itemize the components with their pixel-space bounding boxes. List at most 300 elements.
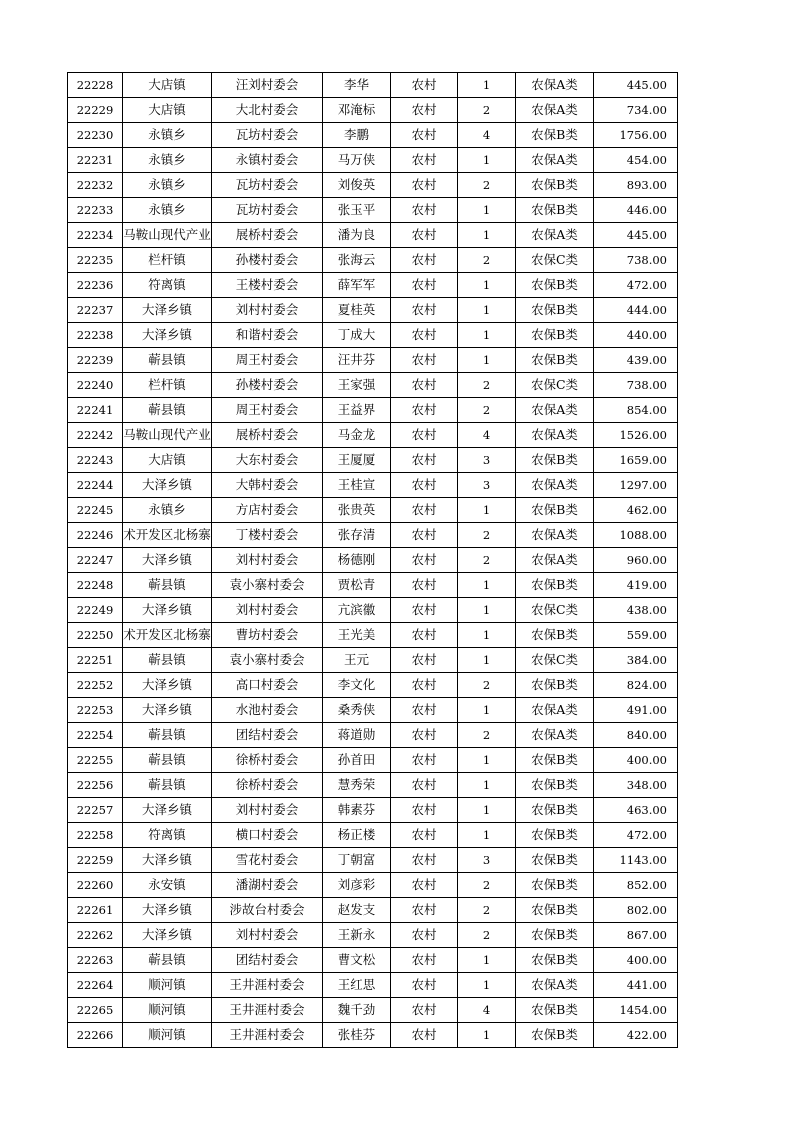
cell-person-name: 李文化: [323, 673, 391, 698]
cell-area-type: 农村: [391, 748, 458, 773]
cell-record-id: 22253: [68, 698, 123, 723]
table-row: [68, 873, 678, 898]
cell-amount: 348.00: [594, 773, 678, 798]
cell-township: 顺河镇: [123, 998, 212, 1023]
table-row: [68, 848, 678, 873]
cell-record-id: 22236: [68, 273, 123, 298]
table-row: [68, 198, 678, 223]
cell-village-committee: 徐桥村委会: [212, 748, 323, 773]
cell-person-name: 王新永: [323, 923, 391, 948]
cell-household-count: 1: [458, 73, 516, 98]
table-row: [68, 548, 678, 573]
table-row: [68, 623, 678, 648]
cell-village-committee: 徐桥村委会: [212, 773, 323, 798]
cell-record-id: 22263: [68, 948, 123, 973]
cell-village-committee: 雪花村委会: [212, 848, 323, 873]
cell-area-type: 农村: [391, 623, 458, 648]
cell-household-count: 1: [458, 498, 516, 523]
cell-village-committee: 团结村委会: [212, 948, 323, 973]
cell-amount: 400.00: [594, 748, 678, 773]
cell-record-id: 22246: [68, 523, 123, 548]
cell-amount: 738.00: [594, 373, 678, 398]
cell-insurance-class: 农保B类: [516, 448, 594, 473]
cell-insurance-class: 农保A类: [516, 148, 594, 173]
cell-record-id: 22247: [68, 548, 123, 573]
cell-township: 永镇乡: [123, 198, 212, 223]
table-row: [68, 698, 678, 723]
cell-area-type: 农村: [391, 923, 458, 948]
cell-person-name: 李华: [323, 73, 391, 98]
cell-record-id: 22231: [68, 148, 123, 173]
cell-amount: 802.00: [594, 898, 678, 923]
cell-village-committee: 王楼村委会: [212, 273, 323, 298]
cell-village-committee: 曹坊村委会: [212, 623, 323, 648]
cell-amount: 893.00: [594, 173, 678, 198]
cell-insurance-class: 农保B类: [516, 673, 594, 698]
cell-person-name: 王红思: [323, 973, 391, 998]
cell-village-committee: 王井涯村委会: [212, 973, 323, 998]
cell-record-id: 22233: [68, 198, 123, 223]
cell-area-type: 农村: [391, 198, 458, 223]
cell-household-count: 1: [458, 798, 516, 823]
cell-person-name: 张存清: [323, 523, 391, 548]
table-row: [68, 148, 678, 173]
cell-township: 大泽乡镇: [123, 473, 212, 498]
cell-area-type: 农村: [391, 73, 458, 98]
cell-area-type: 农村: [391, 348, 458, 373]
cell-township: 符离镇: [123, 273, 212, 298]
cell-record-id: 22239: [68, 348, 123, 373]
cell-household-count: 4: [458, 998, 516, 1023]
table-row: [68, 448, 678, 473]
cell-insurance-class: 农保C类: [516, 648, 594, 673]
cell-amount: 1088.00: [594, 523, 678, 548]
cell-record-id: 22229: [68, 98, 123, 123]
cell-insurance-class: 农保A类: [516, 473, 594, 498]
cell-insurance-class: 农保B类: [516, 1023, 594, 1048]
cell-village-committee: 刘村村委会: [212, 548, 323, 573]
cell-amount: 454.00: [594, 148, 678, 173]
cell-person-name: 亢滨徽: [323, 598, 391, 623]
cell-village-committee: 袁小寨村委会: [212, 648, 323, 673]
cell-township: 大店镇: [123, 98, 212, 123]
cell-household-count: 1: [458, 223, 516, 248]
cell-insurance-class: 农保B类: [516, 348, 594, 373]
cell-amount: 419.00: [594, 573, 678, 598]
cell-township: 大店镇: [123, 448, 212, 473]
cell-township: 大泽乡镇: [123, 298, 212, 323]
cell-amount: 463.00: [594, 798, 678, 823]
table-row: [68, 223, 678, 248]
cell-insurance-class: 农保B类: [516, 898, 594, 923]
cell-insurance-class: 农保B类: [516, 198, 594, 223]
table-row: [68, 1023, 678, 1048]
cell-village-committee: 刘村村委会: [212, 298, 323, 323]
cell-record-id: 22234: [68, 223, 123, 248]
cell-household-count: 3: [458, 848, 516, 873]
cell-household-count: 2: [458, 398, 516, 423]
cell-record-id: 22244: [68, 473, 123, 498]
table-row: [68, 498, 678, 523]
cell-amount: 491.00: [594, 698, 678, 723]
cell-insurance-class: 农保B类: [516, 123, 594, 148]
cell-record-id: 22230: [68, 123, 123, 148]
cell-amount: 446.00: [594, 198, 678, 223]
cell-household-count: 2: [458, 98, 516, 123]
cell-person-name: 魏千劲: [323, 998, 391, 1023]
cell-amount: 440.00: [594, 323, 678, 348]
cell-household-count: 4: [458, 123, 516, 148]
cell-insurance-class: 农保A类: [516, 523, 594, 548]
table-row: [68, 648, 678, 673]
cell-record-id: 22237: [68, 298, 123, 323]
cell-person-name: 马万侠: [323, 148, 391, 173]
cell-record-id: 22260: [68, 873, 123, 898]
cell-insurance-class: 农保B类: [516, 273, 594, 298]
cell-amount: 824.00: [594, 673, 678, 698]
cell-insurance-class: 农保A类: [516, 723, 594, 748]
table-row: [68, 923, 678, 948]
cell-amount: 738.00: [594, 248, 678, 273]
cell-record-id: 22235: [68, 248, 123, 273]
cell-amount: 867.00: [594, 923, 678, 948]
cell-amount: 559.00: [594, 623, 678, 648]
cell-record-id: 22252: [68, 673, 123, 698]
cell-insurance-class: 农保C类: [516, 598, 594, 623]
cell-insurance-class: 农保A类: [516, 398, 594, 423]
cell-person-name: 刘俊英: [323, 173, 391, 198]
cell-village-committee: 潘湖村委会: [212, 873, 323, 898]
cell-township: 大泽乡镇: [123, 598, 212, 623]
table-row: [68, 598, 678, 623]
cell-insurance-class: 农保B类: [516, 323, 594, 348]
cell-record-id: 22250: [68, 623, 123, 648]
cell-area-type: 农村: [391, 598, 458, 623]
cell-record-id: 22245: [68, 498, 123, 523]
cell-household-count: 2: [458, 548, 516, 573]
cell-amount: 462.00: [594, 498, 678, 523]
cell-area-type: 农村: [391, 848, 458, 873]
cell-amount: 445.00: [594, 223, 678, 248]
cell-record-id: 22261: [68, 898, 123, 923]
cell-area-type: 农村: [391, 148, 458, 173]
cell-amount: 441.00: [594, 973, 678, 998]
cell-person-name: 孙首田: [323, 748, 391, 773]
cell-household-count: 2: [458, 373, 516, 398]
cell-person-name: 张桂芬: [323, 1023, 391, 1048]
cell-person-name: 李鹏: [323, 123, 391, 148]
cell-area-type: 农村: [391, 498, 458, 523]
cell-township: 大泽乡镇: [123, 673, 212, 698]
cell-village-committee: 和谐村委会: [212, 323, 323, 348]
cell-amount: 1143.00: [594, 848, 678, 873]
cell-person-name: 夏桂英: [323, 298, 391, 323]
table-row: [68, 273, 678, 298]
cell-person-name: 马金龙: [323, 423, 391, 448]
cell-record-id: 22232: [68, 173, 123, 198]
cell-area-type: 农村: [391, 223, 458, 248]
cell-area-type: 农村: [391, 673, 458, 698]
cell-person-name: 薛军军: [323, 273, 391, 298]
cell-area-type: 农村: [391, 173, 458, 198]
cell-amount: 1756.00: [594, 123, 678, 148]
cell-area-type: 农村: [391, 573, 458, 598]
cell-amount: 852.00: [594, 873, 678, 898]
cell-township: 大泽乡镇: [123, 548, 212, 573]
cell-village-committee: 大韩村委会: [212, 473, 323, 498]
cell-township: 蕲县镇: [123, 648, 212, 673]
table-row: [68, 248, 678, 273]
cell-person-name: 赵发支: [323, 898, 391, 923]
cell-record-id: 22262: [68, 923, 123, 948]
cell-record-id: 22241: [68, 398, 123, 423]
cell-village-committee: 大北村委会: [212, 98, 323, 123]
table-row: [68, 723, 678, 748]
cell-record-id: 22243: [68, 448, 123, 473]
cell-village-committee: 王井涯村委会: [212, 1023, 323, 1048]
table-body: [68, 73, 678, 1048]
cell-insurance-class: 农保A类: [516, 223, 594, 248]
cell-village-committee: 大东村委会: [212, 448, 323, 473]
cell-area-type: 农村: [391, 723, 458, 748]
cell-household-count: 1: [458, 623, 516, 648]
cell-person-name: 张贵英: [323, 498, 391, 523]
cell-insurance-class: 农保B类: [516, 748, 594, 773]
cell-area-type: 农村: [391, 473, 458, 498]
cell-village-committee: 方店村委会: [212, 498, 323, 523]
cell-household-count: 3: [458, 473, 516, 498]
cell-amount: 384.00: [594, 648, 678, 673]
cell-village-committee: 丁楼村委会: [212, 523, 323, 548]
table-row: [68, 673, 678, 698]
cell-township: 永镇乡: [123, 173, 212, 198]
table-row: [68, 798, 678, 823]
table-row: [68, 323, 678, 348]
cell-area-type: 农村: [391, 1023, 458, 1048]
cell-insurance-class: 农保B类: [516, 498, 594, 523]
cell-household-count: 2: [458, 523, 516, 548]
cell-insurance-class: 农保B类: [516, 623, 594, 648]
cell-village-committee: 孙楼村委会: [212, 248, 323, 273]
cell-insurance-class: 农保C类: [516, 248, 594, 273]
cell-township: 永镇乡: [123, 148, 212, 173]
cell-township: 永镇乡: [123, 498, 212, 523]
cell-amount: 1297.00: [594, 473, 678, 498]
cell-village-committee: 周王村委会: [212, 398, 323, 423]
table-row: [68, 998, 678, 1023]
cell-township: 大店镇: [123, 73, 212, 98]
cell-person-name: 杨正楼: [323, 823, 391, 848]
cell-household-count: 2: [458, 723, 516, 748]
cell-village-committee: 瓦坊村委会: [212, 123, 323, 148]
cell-village-committee: 瓦坊村委会: [212, 173, 323, 198]
cell-household-count: 1: [458, 648, 516, 673]
cell-township: 顺河镇: [123, 1023, 212, 1048]
table-row: [68, 98, 678, 123]
cell-insurance-class: 农保B类: [516, 848, 594, 873]
cell-township: 蕲县镇: [123, 723, 212, 748]
cell-township: 术开发区北杨寨: [123, 623, 212, 648]
cell-person-name: 丁朝富: [323, 848, 391, 873]
cell-township: 顺河镇: [123, 973, 212, 998]
cell-household-count: 1: [458, 773, 516, 798]
table-row: [68, 898, 678, 923]
cell-township: 蕲县镇: [123, 348, 212, 373]
table-row: [68, 948, 678, 973]
table-row: [68, 398, 678, 423]
cell-insurance-class: 农保B类: [516, 948, 594, 973]
cell-village-committee: 展桥村委会: [212, 423, 323, 448]
cell-township: 蕲县镇: [123, 748, 212, 773]
cell-area-type: 农村: [391, 323, 458, 348]
cell-insurance-class: 农保A类: [516, 973, 594, 998]
cell-record-id: 22242: [68, 423, 123, 448]
cell-insurance-class: 农保B类: [516, 573, 594, 598]
cell-village-committee: 王井涯村委会: [212, 998, 323, 1023]
cell-insurance-class: 农保B类: [516, 798, 594, 823]
cell-village-committee: 高口村委会: [212, 673, 323, 698]
cell-insurance-class: 农保B类: [516, 998, 594, 1023]
cell-insurance-class: 农保C类: [516, 373, 594, 398]
table-row: [68, 73, 678, 98]
cell-amount: 1659.00: [594, 448, 678, 473]
cell-amount: 734.00: [594, 98, 678, 123]
table-row: [68, 123, 678, 148]
cell-amount: 400.00: [594, 948, 678, 973]
cell-village-committee: 孙楼村委会: [212, 373, 323, 398]
cell-insurance-class: 农保B类: [516, 773, 594, 798]
cell-area-type: 农村: [391, 98, 458, 123]
cell-amount: 472.00: [594, 273, 678, 298]
cell-area-type: 农村: [391, 873, 458, 898]
cell-household-count: 1: [458, 948, 516, 973]
cell-person-name: 张玉平: [323, 198, 391, 223]
cell-person-name: 潘为良: [323, 223, 391, 248]
cell-household-count: 1: [458, 973, 516, 998]
cell-area-type: 农村: [391, 548, 458, 573]
cell-township: 蕲县镇: [123, 573, 212, 598]
cell-amount: 445.00: [594, 73, 678, 98]
cell-amount: 854.00: [594, 398, 678, 423]
cell-insurance-class: 农保A类: [516, 98, 594, 123]
cell-record-id: 22228: [68, 73, 123, 98]
cell-insurance-class: 农保B类: [516, 823, 594, 848]
cell-record-id: 22265: [68, 998, 123, 1023]
cell-household-count: 1: [458, 348, 516, 373]
table-row: [68, 423, 678, 448]
cell-area-type: 农村: [391, 948, 458, 973]
cell-area-type: 农村: [391, 798, 458, 823]
cell-amount: 439.00: [594, 348, 678, 373]
cell-person-name: 慧秀荣: [323, 773, 391, 798]
cell-household-count: 1: [458, 298, 516, 323]
cell-insurance-class: 农保B类: [516, 923, 594, 948]
cell-township: 大泽乡镇: [123, 923, 212, 948]
cell-person-name: 曹文松: [323, 948, 391, 973]
cell-record-id: 22266: [68, 1023, 123, 1048]
cell-record-id: 22258: [68, 823, 123, 848]
cell-person-name: 王元: [323, 648, 391, 673]
cell-amount: 840.00: [594, 723, 678, 748]
cell-record-id: 22264: [68, 973, 123, 998]
cell-area-type: 农村: [391, 898, 458, 923]
cell-township: 大泽乡镇: [123, 698, 212, 723]
cell-township: 大泽乡镇: [123, 798, 212, 823]
cell-village-committee: 水池村委会: [212, 698, 323, 723]
cell-household-count: 1: [458, 698, 516, 723]
cell-person-name: 王桂宣: [323, 473, 391, 498]
cell-record-id: 22255: [68, 748, 123, 773]
cell-household-count: 3: [458, 448, 516, 473]
cell-household-count: 2: [458, 673, 516, 698]
cell-person-name: 汪井芬: [323, 348, 391, 373]
cell-township: 蕲县镇: [123, 773, 212, 798]
cell-amount: 472.00: [594, 823, 678, 848]
cell-person-name: 王厦厦: [323, 448, 391, 473]
cell-record-id: 22254: [68, 723, 123, 748]
cell-record-id: 22248: [68, 573, 123, 598]
cell-household-count: 1: [458, 198, 516, 223]
cell-person-name: 王光美: [323, 623, 391, 648]
cell-record-id: 22259: [68, 848, 123, 873]
cell-insurance-class: 农保A类: [516, 423, 594, 448]
cell-household-count: 2: [458, 873, 516, 898]
cell-household-count: 2: [458, 248, 516, 273]
cell-insurance-class: 农保B类: [516, 173, 594, 198]
cell-person-name: 邓淹标: [323, 98, 391, 123]
cell-amount: 1454.00: [594, 998, 678, 1023]
cell-insurance-class: 农保A类: [516, 548, 594, 573]
cell-township: 大泽乡镇: [123, 323, 212, 348]
cell-insurance-class: 农保B类: [516, 298, 594, 323]
cell-village-committee: 周王村委会: [212, 348, 323, 373]
cell-person-name: 王家强: [323, 373, 391, 398]
cell-household-count: 1: [458, 748, 516, 773]
cell-amount: 960.00: [594, 548, 678, 573]
cell-insurance-class: 农保A类: [516, 73, 594, 98]
cell-area-type: 农村: [391, 273, 458, 298]
cell-village-committee: 刘村村委会: [212, 798, 323, 823]
cell-person-name: 韩素芬: [323, 798, 391, 823]
cell-person-name: 丁成大: [323, 323, 391, 348]
cell-area-type: 农村: [391, 123, 458, 148]
cell-township: 蕲县镇: [123, 948, 212, 973]
cell-household-count: 1: [458, 598, 516, 623]
cell-household-count: 1: [458, 1023, 516, 1048]
cell-village-committee: 横口村委会: [212, 823, 323, 848]
cell-household-count: 1: [458, 273, 516, 298]
cell-township: 大泽乡镇: [123, 848, 212, 873]
table-row: [68, 973, 678, 998]
cell-person-name: 桑秀侠: [323, 698, 391, 723]
cell-village-committee: 袁小寨村委会: [212, 573, 323, 598]
cell-person-name: 贾松青: [323, 573, 391, 598]
cell-township: 永镇乡: [123, 123, 212, 148]
cell-person-name: 王益界: [323, 398, 391, 423]
cell-amount: 422.00: [594, 1023, 678, 1048]
cell-household-count: 2: [458, 898, 516, 923]
cell-person-name: 刘彦彩: [323, 873, 391, 898]
cell-area-type: 农村: [391, 973, 458, 998]
cell-record-id: 22256: [68, 773, 123, 798]
table-row: [68, 823, 678, 848]
cell-area-type: 农村: [391, 998, 458, 1023]
table-row: [68, 523, 678, 548]
cell-area-type: 农村: [391, 248, 458, 273]
cell-household-count: 1: [458, 823, 516, 848]
cell-village-committee: 汪刘村委会: [212, 73, 323, 98]
cell-insurance-class: 农保B类: [516, 873, 594, 898]
